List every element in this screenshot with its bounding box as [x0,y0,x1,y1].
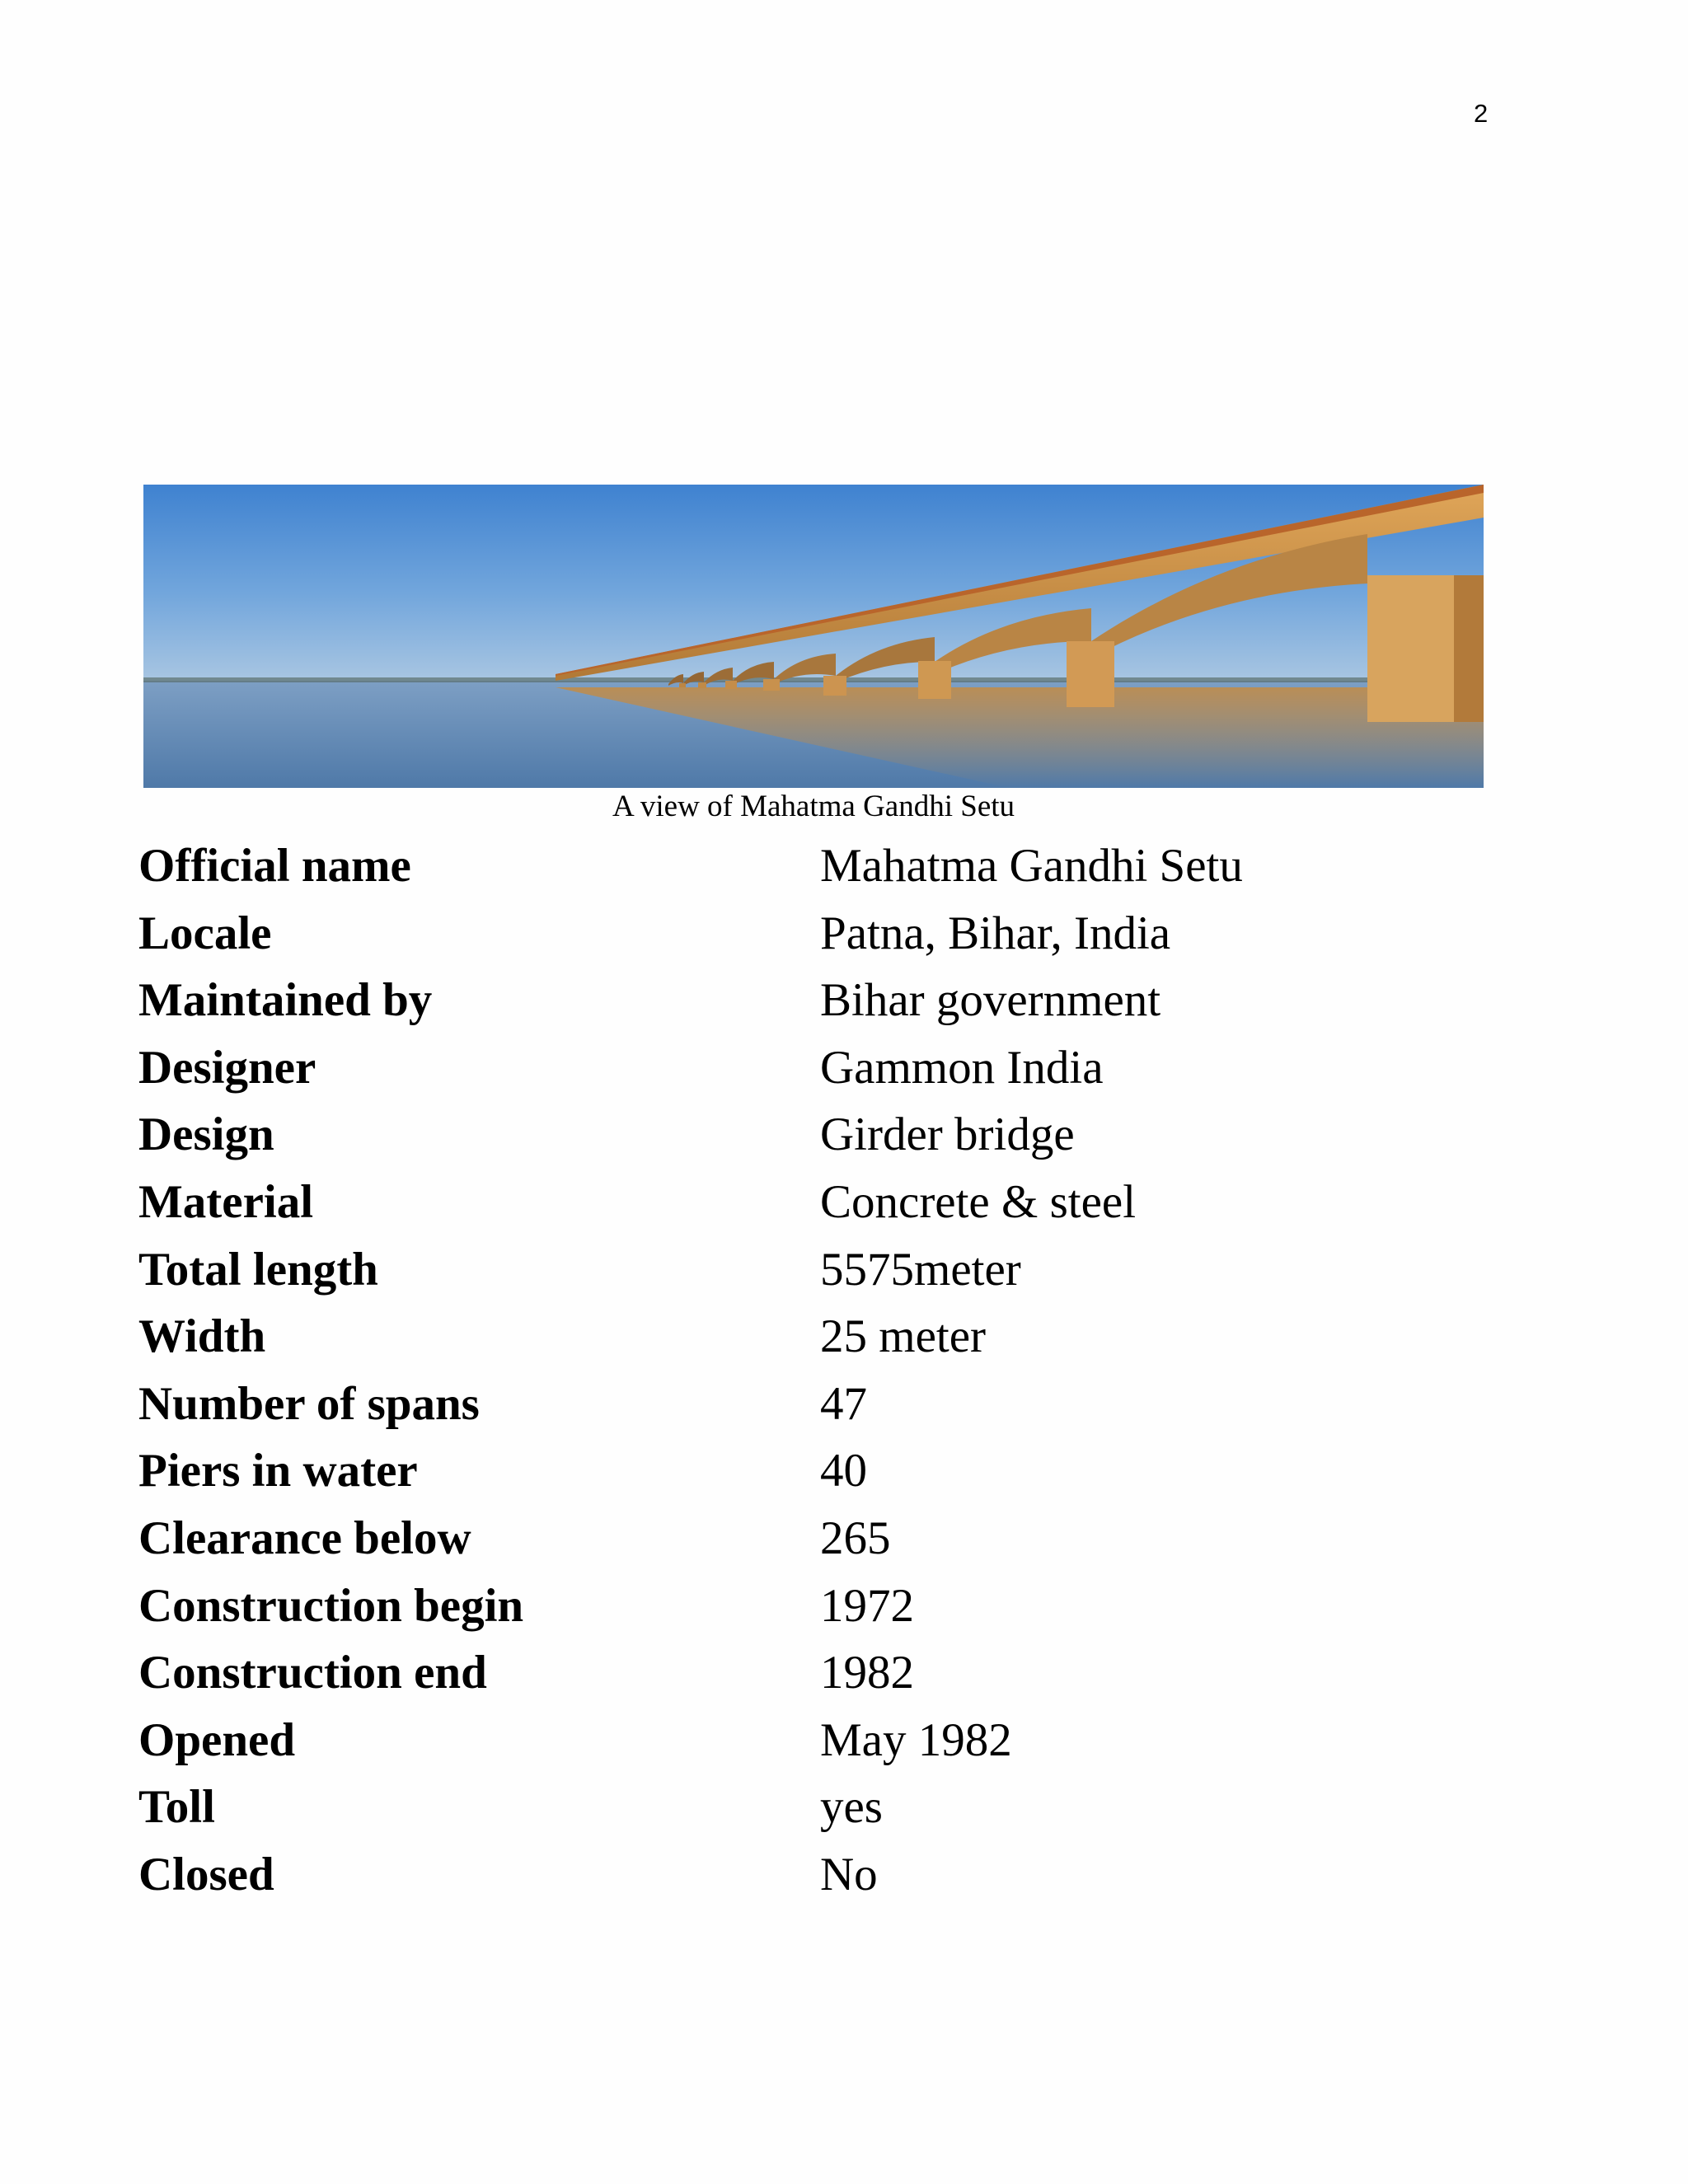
spec-row [138,1707,1540,1774]
bridge-photo [143,485,1484,788]
spec-row [138,1034,1540,1102]
spec-row [138,900,1540,968]
spec-value: 1972 [820,1579,914,1632]
spec-label: Toll [138,1781,215,1834]
spec-label: Opened [138,1713,296,1766]
spec-value: 47 [820,1377,867,1430]
spec-row [138,1841,1540,1909]
spec-row [138,1169,1540,1236]
spec-label: Locale [138,907,272,959]
spec-row [138,1437,1540,1505]
spec-label: Piers in water [138,1445,418,1497]
spec-row [138,1774,1540,1841]
spec-value: Mahatma Gandhi Setu [820,840,1243,892]
spec-row [138,967,1540,1034]
spec-value: Girder bridge [820,1108,1075,1161]
spec-label: Closed [138,1848,274,1900]
page-number: 2 [1474,99,1489,128]
spec-label: Official name [138,840,411,892]
spec-label: Total length [138,1243,378,1296]
spec-value: No [820,1848,878,1900]
spec-label: Construction begin [138,1579,524,1632]
spec-value: Bihar government [820,974,1161,1027]
spec-label: Maintained by [138,974,433,1027]
spec-row [138,832,1540,900]
spec-value: Patna, Bihar, India [820,907,1171,959]
spec-row [138,1101,1540,1169]
spec-row [138,1371,1540,1438]
spec-row [138,1236,1540,1304]
spec-label: Design [138,1108,274,1161]
spec-value: 5575meter [820,1243,1021,1296]
spec-label: Width [138,1310,266,1363]
spec-value: 40 [820,1445,867,1497]
spec-value: yes [820,1781,883,1834]
spec-label: Clearance below [138,1511,471,1564]
spec-label: Construction end [138,1647,487,1699]
spec-label: Material [138,1175,314,1228]
spec-value: 1982 [820,1647,914,1699]
spec-value: May 1982 [820,1713,1012,1766]
spec-row [138,1303,1540,1371]
spec-label: Number of spans [138,1377,480,1430]
spec-value: Gammon India [820,1041,1104,1094]
figure-caption: A view of Mahatma Gandhi Setu [612,790,1015,823]
spec-value: 25 meter [820,1310,987,1363]
spec-row [138,1639,1540,1707]
spec-label: Designer [138,1041,316,1094]
bridge-specs-table [138,832,1540,1909]
spec-row [138,1572,1540,1640]
spec-value: Concrete & steel [820,1175,1137,1228]
spec-value: 265 [820,1511,891,1564]
spec-row [138,1505,1540,1572]
